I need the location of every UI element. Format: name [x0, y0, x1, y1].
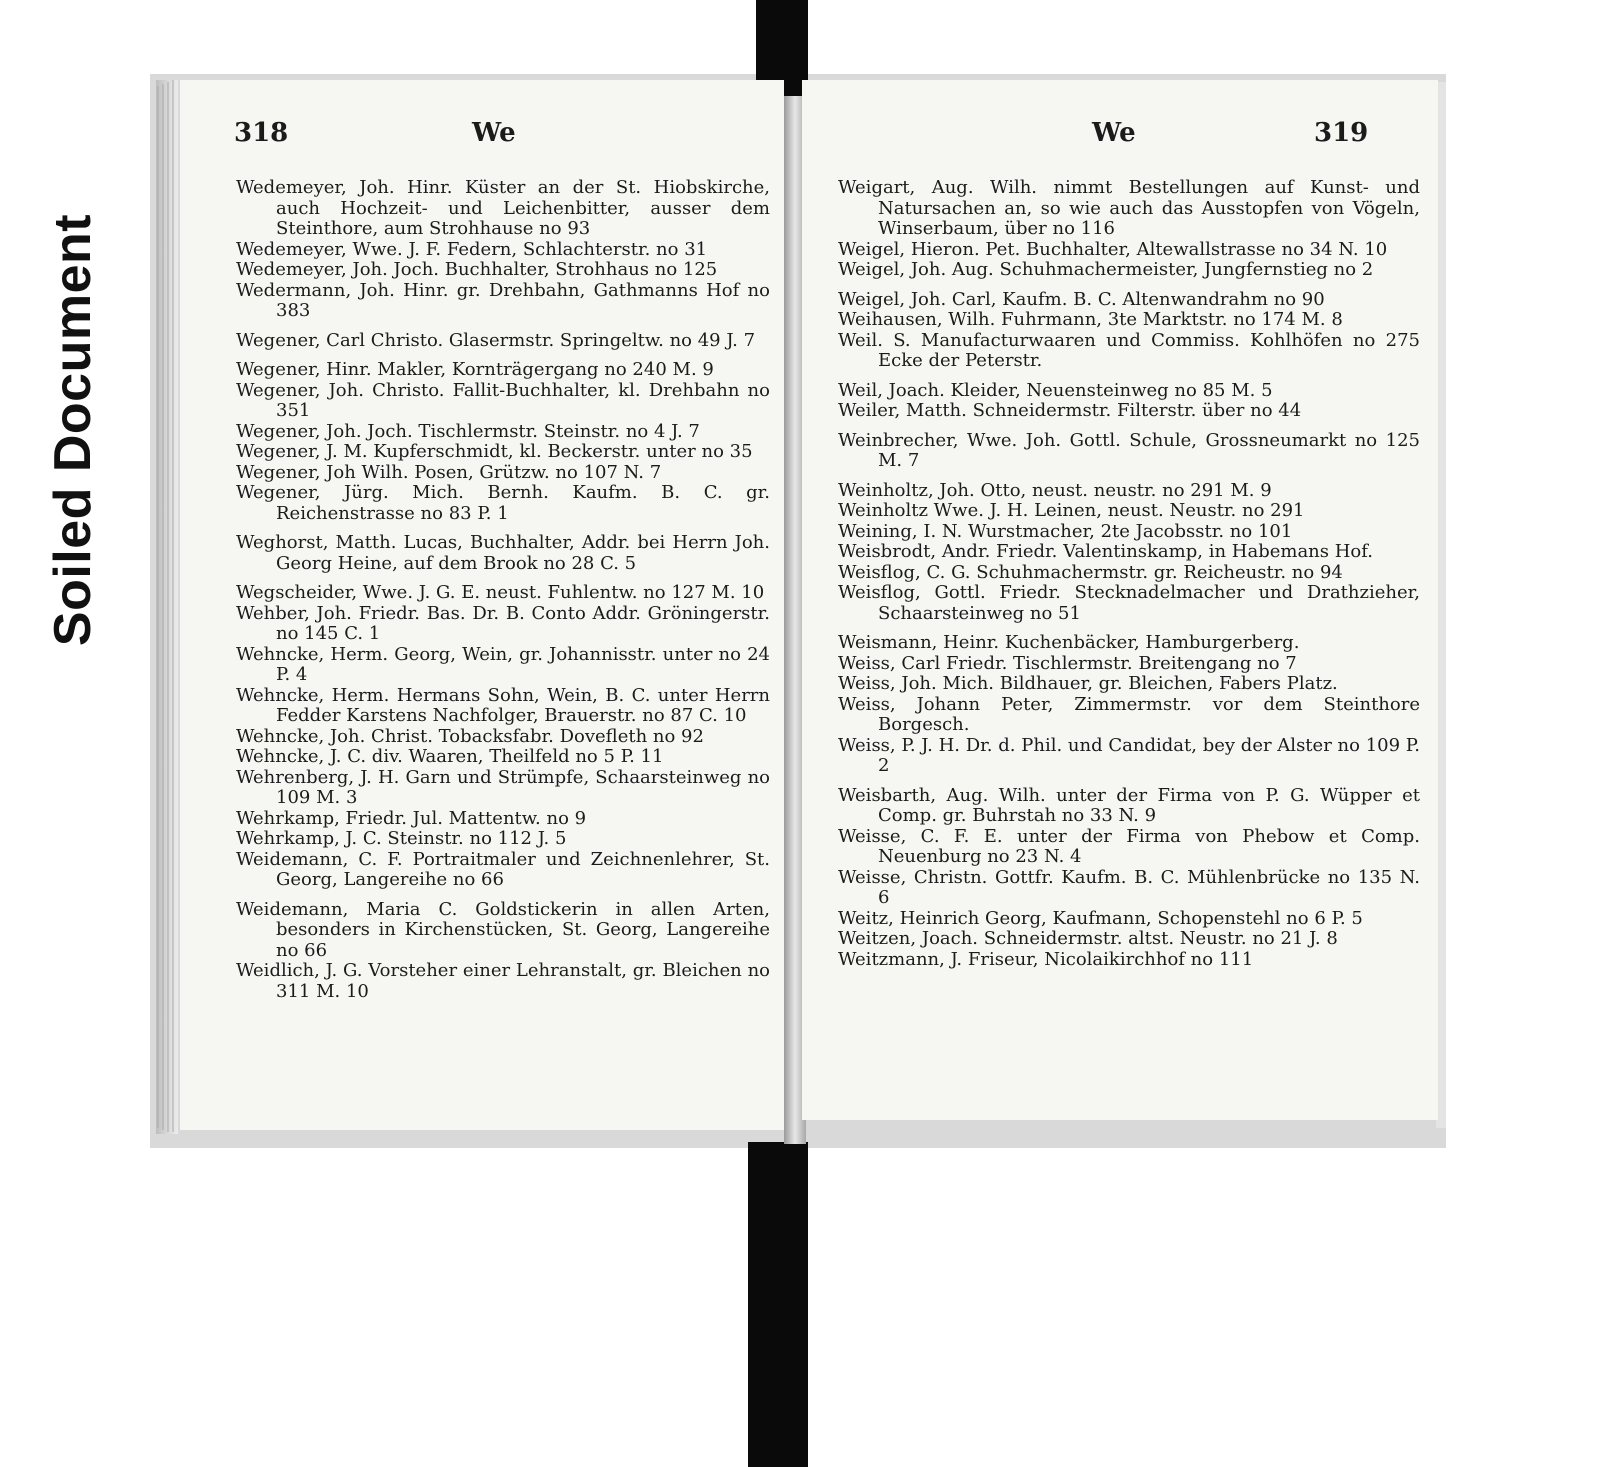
- page-number-left: 318: [234, 118, 289, 148]
- directory-entry: Weisse, C. F. E. unter der Firma von Phebow et Comp. Neuenburg no 23 N. 4: [838, 825, 1420, 867]
- running-header-left: We: [472, 118, 516, 148]
- directory-entry: Wedemeyer, Joh. Joch. Buchhalter, Strohhaus no 125: [236, 259, 718, 280]
- directory-entry: Weihausen, Wilh. Fuhrmann, 3te Marktstr. no 174 M. 8: [838, 309, 1343, 330]
- directory-entry: Weiss, Joh. Mich. Bildhauer, gr. Bleichen, Fabers Platz.: [838, 673, 1338, 694]
- directory-entry: Weidlich, J. G. Vorsteher einer Lehranstalt, gr. Bleichen no 311 M. 10: [236, 960, 770, 1002]
- directory-entry: Wegener, Jürg. Mich. Bernh. Kaufm. B. C. gr. Reichenstrasse no 83 P. 1: [236, 482, 770, 524]
- directory-entry: Weidemann, C. F. Portraitmaler und Zeichnenlehrer, St. Georg, Langereihe no 66: [236, 848, 770, 890]
- directory-entry: Weghorst, Matth. Lucas, Buchhalter, Addr. bei Herrn Joh. Georg Heine, auf dem Brook no 28 C. 5: [236, 532, 770, 574]
- directory-entry: Wedemeyer, Wwe. J. F. Federn, Schlachterstr. no 31: [236, 238, 708, 260]
- directory-entry: Wehrkamp, J. C. Steinstr. no 112 J. 5: [236, 828, 567, 849]
- directory-entry: Wegener, Joh Wilh. Posen, Grützw. no 107 N. 7: [236, 461, 662, 483]
- directory-entry: Wegener, J. M. Kupferschmidt, kl. Beckerstr. unter no 35: [236, 441, 753, 462]
- directory-entry: Weinholtz, Joh. Otto, neust. neustr. no 291 M. 9: [838, 479, 1272, 501]
- directory-entry: Weil. S. Manufacturwaaren und Commiss. Kohlhöfen no 275 Ecke der Peterstr.: [838, 329, 1420, 371]
- directory-entry: Weitz, Heinrich Georg, Kaufmann, Schopenstehl no 6 P. 5: [838, 907, 1363, 929]
- directory-entry: Wehber, Joh. Friedr. Bas. Dr. B. Conto Addr. Gröningerstr. no 145 C. 1: [236, 602, 770, 644]
- stamp-label: Soiled Document: [44, 213, 102, 647]
- directory-entries-left: [236, 178, 770, 1002]
- directory-entry: Weiss, Carl Friedr. Tischlermstr. Breitengang no 7: [838, 652, 1297, 674]
- directory-entry: Weinholtz Wwe. J. H. Leinen, neust. Neustr. no 291: [838, 500, 1305, 521]
- directory-entry: Wehrenberg, J. H. Garn und Strümpfe, Schaarsteinweg no 109 M. 3: [236, 766, 770, 808]
- left-page: [180, 80, 784, 1130]
- directory-entry: Wegscheider, Wwe. J. G. E. neust. Fuhlentw. no 127 M. 10: [236, 582, 765, 603]
- directory-entry: Weigel, Joh. Carl, Kaufm. B. C. Altenwandrahm no 90: [838, 288, 1325, 310]
- directory-entry: Weisbrodt, Andr. Friedr. Valentinskamp, in Habemans Hof.: [838, 541, 1373, 562]
- directory-entry: Wehncke, Herm. Hermans Sohn, Wein, B. C. unter Herrn Fedder Karstens Nachfolger, Brauerstr. no 87 C. 10: [236, 684, 770, 726]
- directory-entries-right: [838, 178, 1420, 970]
- directory-entry: Weisbarth, Aug. Wilh. unter der Firma von P. G. Wüpper et Comp. gr. Buhrstah no 33 N. 9: [838, 784, 1420, 826]
- directory-entry: Wegener, Joh. Christo. Fallit-Buchhalter, kl. Drehbahn no 351: [236, 379, 770, 421]
- directory-entry: Wegener, Carl Christo. Glasermstr. Springeltw. no 49 J. 7: [236, 329, 756, 351]
- directory-entry: Weitzmann, J. Friseur, Nicolaikirchhof no 111: [838, 948, 1254, 970]
- directory-entry: Weil, Joach. Kleider, Neuensteinweg no 85 M. 5: [838, 379, 1273, 401]
- page-number-right: 319: [1314, 118, 1369, 148]
- directory-entry: Weining, I. N. Wurstmacher, 2te Jacobsstr. no 101: [838, 520, 1293, 542]
- directory-entry: Weiss, Johann Peter, Zimmermstr. vor dem Steinthore Borgesch.: [838, 693, 1420, 735]
- directory-entry: Wehncke, J. C. div. Waaren, Theilfeld no 5 P. 11: [236, 746, 664, 767]
- right-page: [802, 80, 1438, 1120]
- directory-entry: Weidemann, Maria C. Goldstickerin in allen Arten, besonders in Kirchenstücken, St. Georg, Langereihe no 66: [236, 898, 770, 961]
- directory-entry: Wehrkamp, Friedr. Jul. Mattentw. no 9: [236, 807, 587, 829]
- directory-entry: Weisse, Christn. Gottfr. Kaufm. B. C. Mühlenbrücke no 135 N. 6: [838, 866, 1420, 908]
- directory-entry: Wedermann, Joh. Hinr. gr. Drehbahn, Gathmanns Hof no 383: [236, 279, 770, 321]
- directory-entry: Weisflog, C. G. Schuhmachermstr. gr. Reicheustr. no 94: [838, 561, 1343, 583]
- directory-entry: Wegener, Joh. Joch. Tischlermstr. Steinstr. no 4 J. 7: [236, 420, 700, 442]
- running-header-right: We: [1092, 118, 1136, 148]
- soiled-document-stamp: [36, 150, 110, 710]
- directory-entry: Weiss, P. J. H. Dr. d. Phil. und Candidat, bey der Alster no 109 P. 2: [838, 734, 1420, 776]
- directory-entry: Weiler, Matth. Schneidermstr. Filterstr. über no 44: [838, 400, 1302, 421]
- directory-entry: Weigel, Hieron. Pet. Buchhalter, Altewallstrasse no 34 N. 10: [838, 238, 1388, 260]
- directory-entry: Weigart, Aug. Wilh. nimmt Bestellungen auf Kunst- und Natursachen an, so wie auch das Ausstopfen von Vögeln, Winserbaum, über no 116: [838, 177, 1420, 239]
- directory-entry: Weitzen, Joach. Schneidermstr. altst. Neustr. no 21 J. 8: [838, 928, 1338, 949]
- directory-entry: Weismann, Heinr. Kuchenbäcker, Hamburgerberg.: [838, 632, 1300, 653]
- directory-entry: Weisflog, Gottl. Friedr. Stecknadelmacher und Drathzieher, Schaarsteinweg no 51: [838, 582, 1420, 624]
- directory-entry: Weigel, Joh. Aug. Schuhmachermeister, Jungfernstieg no 2: [838, 259, 1374, 280]
- directory-entry: Wegener, Hinr. Makler, Kornträgergang no 240 M. 9: [236, 359, 714, 380]
- directory-entry: Weinbrecher, Wwe. Joh. Gottl. Schule, Grossneumarkt no 125 M. 7: [838, 429, 1420, 471]
- directory-entry: Wehncke, Herm. Georg, Wein, gr. Johannisstr. unter no 24 P. 4: [236, 643, 770, 685]
- directory-entry: Wehncke, Joh. Christ. Tobacksfabr. Dovefleth no 92: [236, 725, 704, 747]
- directory-entry: Wedemeyer, Joh. Hinr. Küster an der St. Hiobskirche, auch Hochzeit- und Leichenbitter, ausser dem Steinthore, aum Strohhause no 93: [236, 177, 770, 239]
